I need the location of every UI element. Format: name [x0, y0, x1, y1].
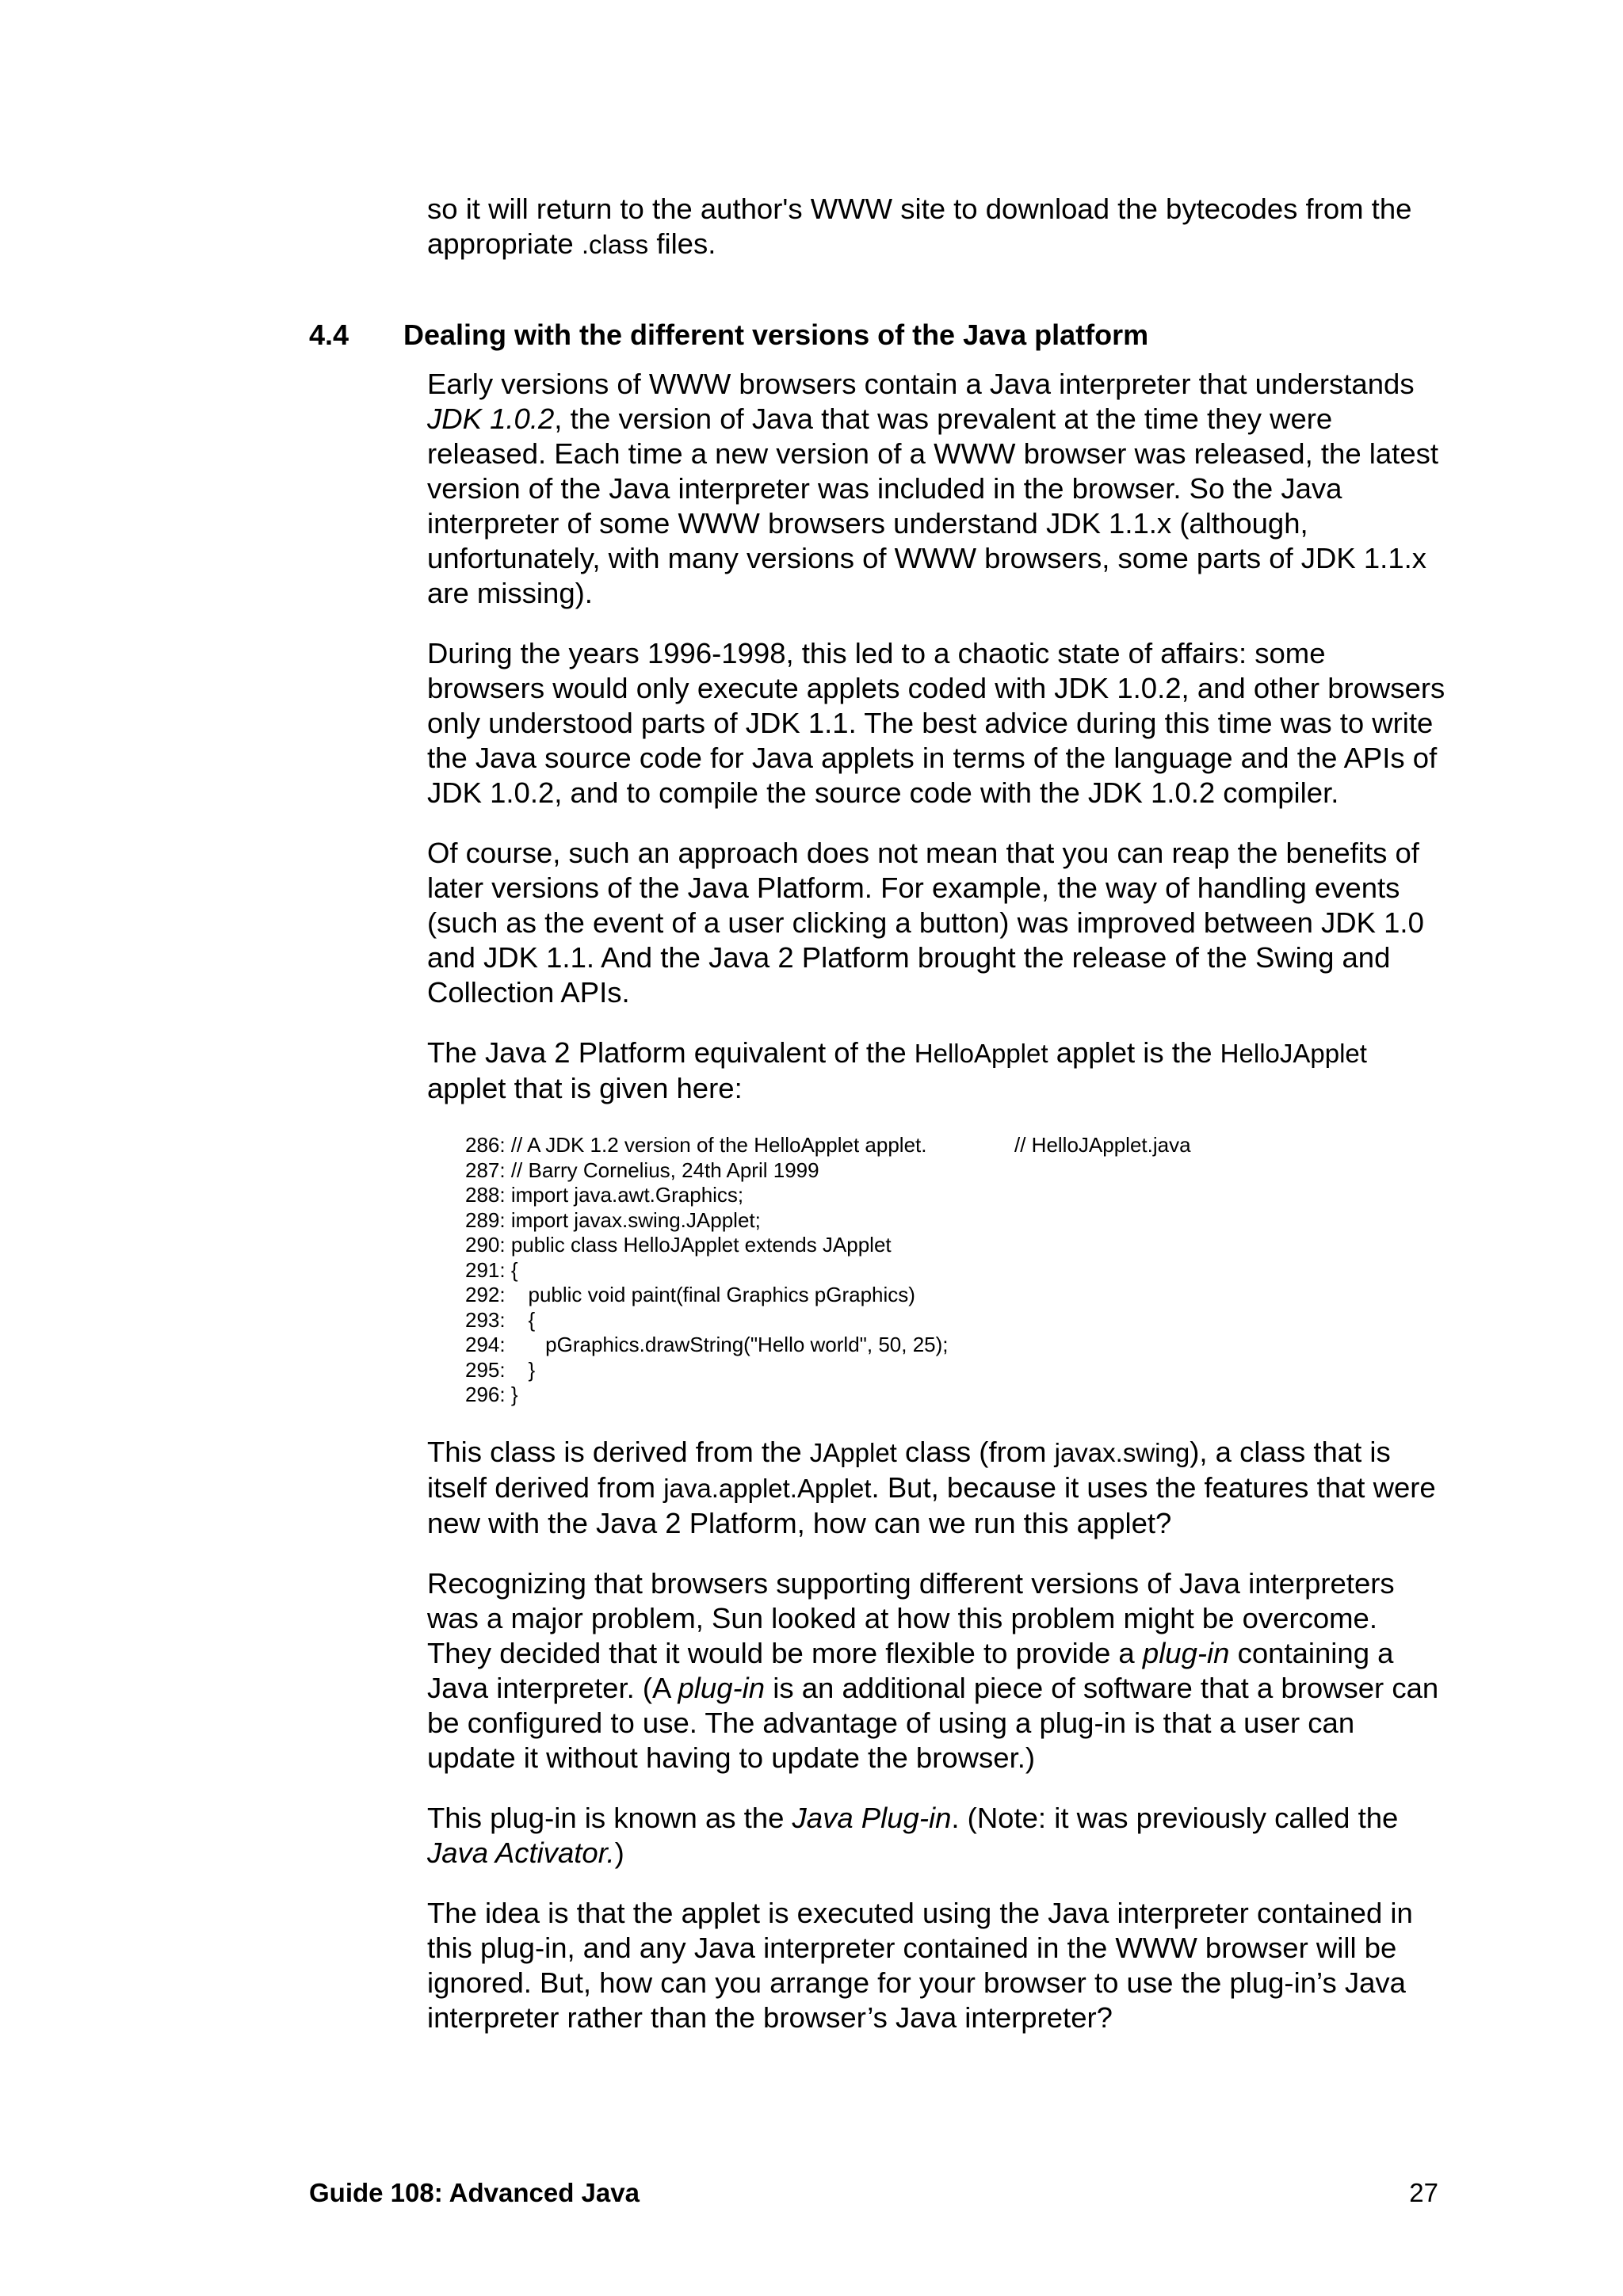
text-run: . (Note: it was previously called the — [951, 1801, 1399, 1834]
code-listing — [465, 1133, 1445, 1408]
text-run: Early versions of WWW browsers contain a Java interpreter that understands — [427, 368, 1415, 400]
footer-title: Guide 108: Advanced Java — [309, 2178, 640, 2207]
text-run: This class is derived from the — [427, 1435, 810, 1468]
inline-code: .class — [581, 230, 649, 259]
text-run: , the version of Java that was prevalent at the time they were released. Each time a new version of a WWW browser was released, the latest version of the Java interpreter was included in the browser. So the Java interpreter of some WWW browsers understand JDK 1.1.x (although, unfortunately, with many versions of WWW browsers, some parts of JDK 1.1.x are missing). — [427, 402, 1439, 609]
emphasis: Java Activator. — [427, 1836, 615, 1869]
intro-paragraph — [427, 192, 1445, 262]
section-title: Dealing with the different versions of the Java platform — [403, 318, 1149, 351]
paragraph-1 — [427, 367, 1445, 611]
paragraph-5 — [427, 1435, 1445, 1541]
inline-code: java.applet.Applet — [663, 1473, 872, 1503]
code-line: 291: { — [465, 1257, 518, 1282]
inline-code: javax.swing — [1054, 1437, 1190, 1467]
code-line: 289: import javax.swing.JApplet; — [465, 1207, 761, 1232]
emphasis: Java Plug-in — [792, 1801, 952, 1834]
text-run: is an additional piece of software that a browser can be configured to use. The advantage of using a plug-in is that a user can update it without having to update the browser.) — [427, 1671, 1439, 1774]
paragraph-2: During the years 1996-1998, this led to a chaotic state of affairs: some browsers would only execute applets coded with JDK 1.0.2, and other browsers only understood parts of JDK 1.1. The best advice during this time was to write the Java source code for Java applets in terms of the language and the APIs of JDK 1.0.2, and to compile the source code with the JDK 1.0.2 compiler. — [427, 637, 1445, 809]
text-run: containing a Java interpreter. (A — [427, 1636, 1394, 1704]
code-line: 288: import java.awt.Graphics; — [465, 1183, 744, 1207]
text-run: applet is the — [1048, 1036, 1220, 1069]
text-run: so it will return to the author's WWW site to download the bytecodes from the appropriate — [427, 193, 1412, 260]
page-number: 27 — [1409, 2178, 1438, 2207]
code-line: 287: // Barry Cornelius, 24th April 1999 — [465, 1158, 819, 1182]
section-body — [427, 367, 1445, 2061]
code-line: 290: public class HelloJApplet extends JApplet — [465, 1233, 892, 1257]
text-run: files. — [648, 227, 716, 260]
code-line: 294: pGraphics.drawString("Hello world", 50, 25); — [465, 1333, 949, 1356]
code-line: 292: public void paint(final Graphics pGraphics) — [465, 1283, 915, 1306]
section-heading — [309, 318, 1148, 353]
emphasis: plug-in — [1142, 1636, 1230, 1669]
text-run: applet that is given here: — [427, 1072, 743, 1104]
paragraph-6 — [427, 1566, 1445, 1775]
code-line: 293: { — [465, 1307, 536, 1332]
paragraph-4 — [427, 1035, 1445, 1106]
paragraph-8: The idea is that the applet is executed using the Java interpreter contained in this plug-in, and any Java interpreter contained in the WWW browser will be ignored. But, how can you arrange for your browser to use the plug-in’s Java interpreter rather than the browser’s Java interpreter? — [427, 1896, 1413, 2034]
section-number: 4.4 — [309, 318, 349, 351]
inline-code: HelloApplet — [914, 1039, 1048, 1068]
code-line: 295: } — [465, 1357, 536, 1382]
emphasis: plug-in — [678, 1671, 766, 1704]
paragraph-3: Of course, such an approach does not mean that you can reap the benefits of later versions of the Java Platform. For example, the way of handling events (such as the event of a user clicking a button) was improved between JDK 1.0 and JDK 1.1. And the Java 2 Platform brought the release of the Swing and Collection APIs. — [427, 837, 1424, 1009]
text-run: class (from — [896, 1435, 1055, 1468]
text-run: ), a class that is itself derived from — [427, 1435, 1391, 1504]
text-run: Recognizing that browsers supporting different versions of Java interpreters was a major problem, Sun looked at how this problem might be overcome. They decided that it would be more flexible to provide a — [427, 1566, 1395, 1669]
text-run: ) — [614, 1836, 624, 1869]
inline-code: HelloJApplet — [1220, 1039, 1367, 1068]
code-line: 296: } — [465, 1383, 518, 1406]
emphasis: JDK 1.0.2 — [427, 402, 555, 435]
code-filename: // HelloJApplet.java — [1014, 1133, 1191, 1157]
paragraph-7 — [427, 1801, 1445, 1871]
text-run: . But, because it uses the features that were new with the Java 2 Platform, how can we run this applet? — [427, 1470, 1436, 1539]
inline-code: JApplet — [809, 1437, 897, 1467]
text-run: This plug-in is known as the — [427, 1801, 792, 1834]
text-run: The Java 2 Platform equivalent of the — [427, 1036, 915, 1069]
code-line: 286: // A JDK 1.2 version of the HelloApplet applet. — [465, 1133, 927, 1157]
